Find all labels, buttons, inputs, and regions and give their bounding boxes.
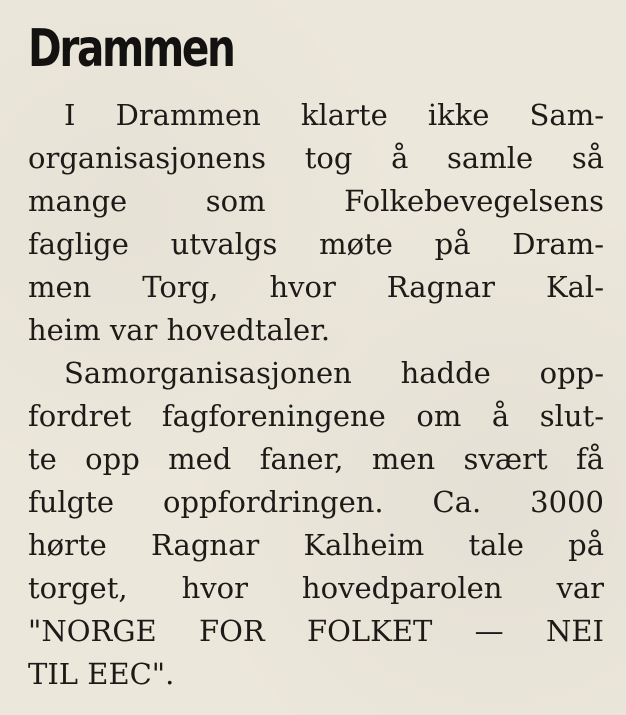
text-line: TIL EEC". — [28, 657, 175, 691]
text-line: mange som Folkebevegelsens — [28, 184, 604, 218]
text-line: fulgte oppfordringen. Ca. 3000 — [28, 485, 604, 519]
text-line: hørte Ragnar Kalheim tale på — [28, 528, 604, 562]
article-paragraph-2 — [28, 352, 604, 696]
article-paragraph-1 — [28, 94, 604, 352]
text-line: "NORGE FOR FOLKET — NEI — [28, 614, 604, 648]
article-headline: Drammen — [28, 19, 234, 79]
text-line: men Torg, hvor Ragnar Kal- — [28, 270, 604, 304]
text-line: I Drammen klarte ikke Sam- — [64, 98, 604, 132]
text-line: torget, hvor hovedparolen var — [28, 571, 604, 605]
text-line: fordret fagforeningene om å slut- — [28, 399, 604, 433]
text-line: heim var hovedtaler. — [28, 313, 331, 347]
text-line: te opp med faner, men svært få — [28, 442, 604, 476]
text-line: organisasjonens tog å samle så — [28, 141, 604, 175]
text-line: faglige utvalgs møte på Dram- — [28, 227, 604, 261]
text-line: Samorganisasjonen hadde opp- — [64, 356, 604, 390]
